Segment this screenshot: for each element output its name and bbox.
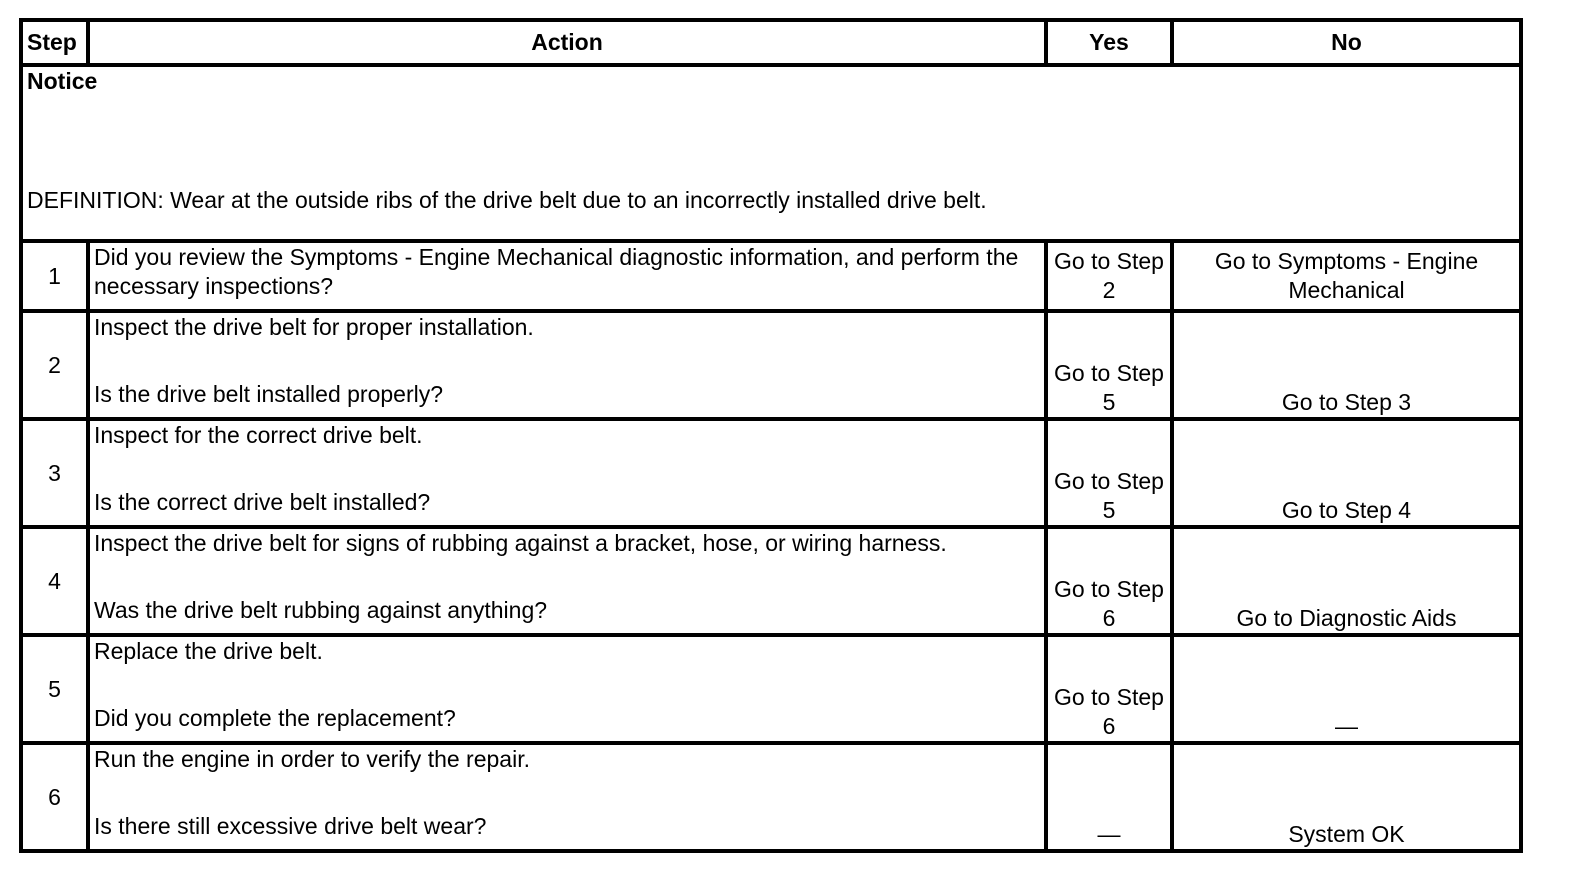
- action-text: Run the engine in order to verify the repair.: [94, 746, 530, 772]
- notice-cell: [21, 65, 1521, 241]
- header-row: [21, 20, 1521, 65]
- no-cell: Go to Diagnostic Aids: [1172, 527, 1521, 635]
- action-text: Did you review the Symptoms - Engine Mechanical diagnostic information, and perform the necessary inspections?: [94, 244, 1019, 299]
- step-number: 6: [21, 743, 88, 851]
- notice-row: [21, 65, 1521, 241]
- header-yes: Yes: [1046, 20, 1172, 65]
- table-row: [21, 419, 1521, 527]
- action-cell: [88, 241, 1046, 311]
- action-text: Replace the drive belt.: [94, 638, 323, 664]
- step-number: 4: [21, 527, 88, 635]
- no-cell: —: [1172, 635, 1521, 743]
- action-cell: [88, 419, 1046, 527]
- step-number: 2: [21, 311, 88, 419]
- no-cell: Go to Step 4: [1172, 419, 1521, 527]
- yes-cell: —: [1046, 743, 1172, 851]
- no-cell: Go to Symptoms - Engine Mechanical: [1172, 241, 1521, 311]
- step-number: 1: [21, 241, 88, 311]
- action-text: Inspect for the correct drive belt.: [94, 422, 423, 448]
- notice-definition: DEFINITION: Wear at the outside ribs of the drive belt due to an incorrectly installed drive belt.: [27, 187, 987, 213]
- step-number: 5: [21, 635, 88, 743]
- table-row: [21, 311, 1521, 419]
- yes-cell: Go to Step 6: [1046, 527, 1172, 635]
- header-step: Step: [21, 20, 88, 65]
- action-question: Was the drive belt rubbing against anything?: [94, 597, 548, 623]
- action-cell: [88, 635, 1046, 743]
- yes-cell: Go to Step 2: [1046, 241, 1172, 311]
- action-cell: [88, 311, 1046, 419]
- action-cell: [88, 527, 1046, 635]
- yes-cell: Go to Step 5: [1046, 311, 1172, 419]
- table-row: [21, 743, 1521, 851]
- action-text: Inspect the drive belt for signs of rubbing against a bracket, hose, or wiring harness.: [94, 530, 947, 556]
- action-cell: [88, 743, 1046, 851]
- action-text: Inspect the drive belt for proper installation.: [94, 314, 534, 340]
- no-cell: System OK: [1172, 743, 1521, 851]
- action-question: Did you complete the replacement?: [94, 705, 456, 731]
- no-cell: Go to Step 3: [1172, 311, 1521, 419]
- table-row: [21, 241, 1521, 311]
- step-number: 3: [21, 419, 88, 527]
- action-question: Is the drive belt installed properly?: [94, 381, 444, 407]
- table-row: [21, 635, 1521, 743]
- diagnostic-table: [19, 18, 1523, 853]
- header-action: Action: [88, 20, 1046, 65]
- yes-cell: Go to Step 6: [1046, 635, 1172, 743]
- header-no: No: [1172, 20, 1521, 65]
- yes-cell: Go to Step 5: [1046, 419, 1172, 527]
- action-question: Is the correct drive belt installed?: [94, 489, 431, 515]
- table-row: [21, 527, 1521, 635]
- action-question: Is there still excessive drive belt wear?: [94, 813, 487, 839]
- notice-title: Notice: [27, 68, 98, 94]
